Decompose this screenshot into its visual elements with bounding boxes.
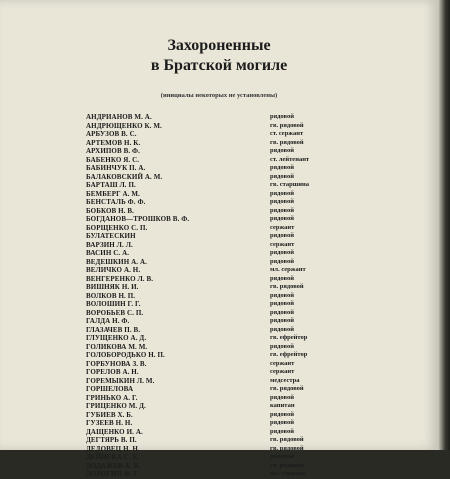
list-item	[86, 156, 426, 165]
entry-rank: сержант	[270, 240, 295, 248]
entry-rank: рядовой	[270, 189, 294, 197]
entry-name: БАБИНЧУК П. А.	[86, 164, 146, 172]
list-item	[86, 249, 426, 258]
list-item	[86, 292, 426, 301]
list-item	[86, 377, 426, 386]
list-item	[86, 453, 426, 462]
entry-name: ГОРЕМЫКИН Л. М.	[86, 376, 155, 385]
title-line-2: в Братской могиле	[150, 57, 288, 74]
entry-name: БАРТАШ Л. П.	[86, 181, 136, 189]
entry-name: ДЕДОВЕЦ Н. Н.	[86, 444, 140, 453]
list-item	[86, 198, 426, 207]
entry-rank: гв. рядовой	[270, 121, 304, 129]
list-item	[86, 462, 426, 471]
list-item	[86, 411, 426, 420]
list-item	[86, 317, 426, 326]
entry-rank: гв. рядовой	[270, 138, 304, 146]
entry-name: ГРИНЬКО А. Г.	[86, 393, 138, 402]
entry-rank: рядовой	[270, 300, 294, 307]
list-item	[86, 351, 426, 360]
entry-name: БОРЩЕНКО С. П.	[86, 223, 148, 232]
entry-rank: рядовой	[270, 113, 294, 120]
entry-name: ГОЛИКОВА М. М.	[86, 342, 148, 351]
entry-rank: сержант	[270, 359, 295, 367]
entry-rank: рядовой	[270, 147, 294, 154]
entry-rank: рядовой	[270, 215, 294, 222]
entry-name: ВАРЗИН Л. Л.	[86, 240, 133, 249]
entry-rank: мл. сержант	[270, 266, 306, 273]
entry-name: ГОЛОБОРОДЬКО Н. П.	[86, 351, 165, 359]
entry-name: ГОРШЕЛОВА	[86, 385, 134, 393]
entry-rank: рядовой	[270, 325, 294, 333]
entry-name: БЕНСТАЛЬ Ф. Ф.	[86, 198, 146, 206]
list-item	[86, 334, 426, 343]
list-item	[86, 266, 426, 275]
entry-rank: рядовой	[270, 274, 294, 282]
entry-name: БЕМБЕРГ А. М.	[86, 189, 140, 198]
entry-rank: гв. рядовой	[270, 461, 304, 469]
list-item	[86, 113, 426, 122]
entry-rank: рядовой	[270, 308, 294, 316]
entry-rank: рядовой	[270, 410, 294, 418]
subtitle-note: (инициалы некоторых не установлены)	[160, 92, 278, 99]
list-item	[86, 326, 426, 335]
entry-name: АНДРЮЩЕНКО К. М.	[86, 121, 162, 130]
entry-name: ДОРОГИН Ф. Г.	[86, 470, 140, 478]
entry-name: АРХИПОВ В. Ф.	[86, 147, 140, 155]
list-item	[86, 419, 426, 428]
entry-rank: гв. рядовой	[270, 444, 304, 452]
entry-rank: гв. рядовой	[270, 436, 304, 443]
entry-name: БАЛАКОВСКИЙ А. М.	[86, 172, 163, 181]
entry-rank: мл. сержант	[270, 470, 306, 477]
entry-rank: гв. рядовой	[270, 385, 304, 392]
list-item	[86, 343, 426, 352]
entry-name: ДЕЙНЕКА С. Е.	[86, 453, 140, 461]
entry-name: ДЕГТЯРЬ В. П.	[86, 436, 137, 444]
entry-rank: рядовой	[270, 257, 294, 265]
entry-name: ГЛАЗАЧЕВ П. В.	[86, 325, 141, 334]
list-item	[86, 164, 426, 173]
list-item	[86, 207, 426, 216]
entry-name: ГУЗЕЕВ Н. Н.	[86, 419, 133, 427]
entry-name: АРТЕМОВ Н. К.	[86, 138, 141, 147]
list-item	[86, 445, 426, 454]
entry-name: ВЕНГЕРЕНКО Л. В.	[86, 274, 154, 283]
entry-rank: рядовой	[270, 172, 294, 180]
list-item	[86, 309, 426, 318]
entry-rank: ст. сержант	[270, 130, 304, 137]
entry-rank: сержант	[270, 368, 295, 375]
entry-rank: рядовой	[270, 427, 294, 435]
entry-rank: ст. лейтенант	[270, 155, 310, 163]
entry-name: ГОРЕЛОВ А. Н.	[86, 368, 139, 376]
page-title	[0, 36, 438, 76]
list-item	[86, 360, 426, 369]
list-item	[86, 283, 426, 292]
list-item	[86, 147, 426, 156]
entry-name: ГОРБУНОВА З. В.	[86, 359, 147, 368]
entry-name: ГУБИЕВ Х. Б.	[86, 410, 133, 419]
list-item	[86, 402, 426, 411]
page-edge	[438, 0, 450, 450]
entry-rank: рядовой	[270, 453, 294, 460]
list-item	[86, 385, 426, 394]
entry-rank: гв. рядовой	[270, 283, 304, 290]
list-item	[86, 181, 426, 190]
entry-name: БУЛАТЕСКИН	[86, 232, 136, 240]
entry-rank: капитан	[270, 402, 295, 409]
entry-name: АНДРИАНОВ М. А.	[86, 113, 152, 121]
list-item	[86, 436, 426, 445]
entry-rank: рядовой	[270, 291, 294, 299]
entry-name: ВИШНЯК Н. И.	[86, 283, 139, 291]
entry-name: ГАЛДА Н. Ф.	[86, 317, 130, 325]
entry-rank: рядовой	[270, 249, 294, 256]
list-item	[86, 232, 426, 241]
list-item	[86, 470, 426, 479]
list-item	[86, 368, 426, 377]
entry-name: АРБУЗОВ В. С.	[86, 130, 137, 138]
list-item	[86, 224, 426, 233]
entry-name: БОБКОВ Н. В.	[86, 206, 134, 215]
entry-rank: рядовой	[270, 232, 294, 239]
list-item	[86, 215, 426, 224]
entry-rank: сержант	[270, 223, 295, 231]
entry-name: ДОДАЖЕВ А. В.	[86, 461, 141, 470]
entry-name: ВЕЛИЧКО А. Н.	[86, 266, 141, 274]
entry-rank: рядовой	[270, 206, 294, 214]
list-item	[86, 275, 426, 284]
entry-rank: рядовой	[270, 198, 294, 205]
list-item	[86, 428, 426, 437]
entry-rank: рядовой	[270, 164, 294, 171]
list-item	[86, 173, 426, 182]
entry-rank: гв. ефрейтор	[270, 351, 308, 358]
entry-name: ВАСИН С. А.	[86, 249, 130, 257]
entry-name: ВЕДЕШКИН А. А.	[86, 257, 147, 266]
entry-rank: гв. ефрейтор	[270, 334, 308, 341]
entry-rank: рядовой	[270, 342, 294, 350]
entry-name: БОГДАНОВ—ТРОШКОВ В. Ф.	[86, 215, 190, 223]
entry-rank: рядовой	[270, 393, 294, 401]
entry-rank: рядовой	[270, 317, 294, 324]
list-item	[86, 258, 426, 267]
list-item	[86, 300, 426, 309]
entry-name: ДАЩЕНКО И. А.	[86, 427, 143, 436]
list-item	[86, 241, 426, 250]
entry-rank: медсестра	[270, 376, 300, 384]
entry-rank: рядовой	[270, 419, 294, 426]
list-item	[86, 190, 426, 199]
entry-rank: гв. старшина	[270, 181, 309, 188]
burial-list	[86, 113, 426, 479]
entry-name: ВОЛКОВ Н. П.	[86, 291, 136, 300]
list-item	[86, 130, 426, 139]
list-item	[86, 122, 426, 131]
title-line-1: Захороненные	[167, 37, 271, 54]
entry-name: ВОРОБЬЕВ С. П.	[86, 308, 144, 317]
list-item	[86, 139, 426, 148]
entry-name: БАБЕНКО Я. С.	[86, 155, 140, 164]
entry-name: ГРИЦЕНКО М. Д.	[86, 402, 146, 410]
entry-name: ВОЛОШИН Г. Г.	[86, 300, 141, 308]
list-item	[86, 394, 426, 403]
entry-name: ГЛУЩЕНКО А. Д.	[86, 334, 147, 342]
